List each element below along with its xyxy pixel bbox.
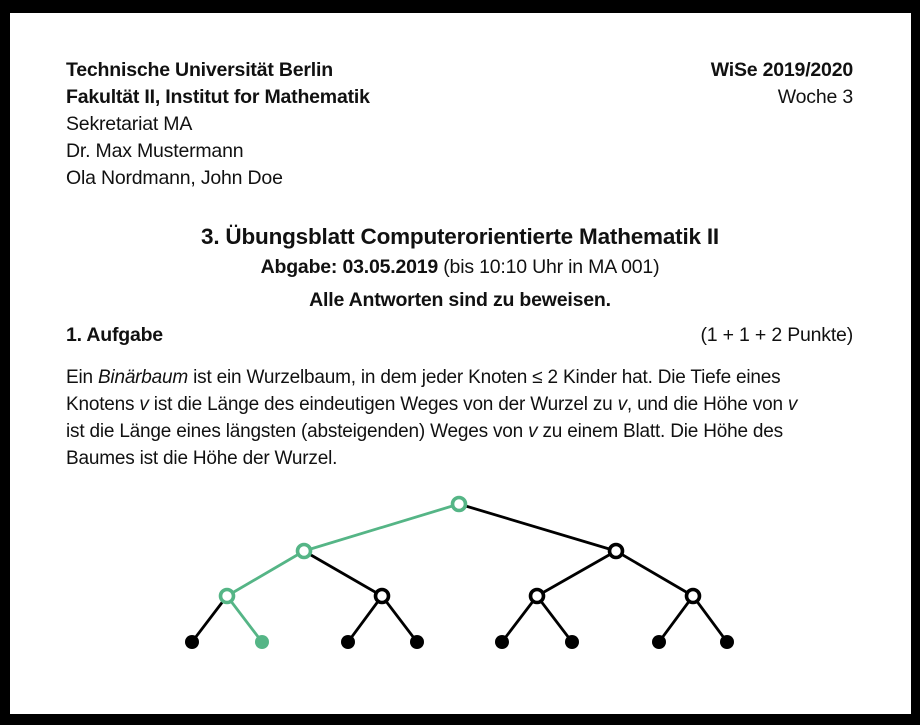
tree-node-open <box>376 590 389 603</box>
text-segment: v <box>139 394 149 415</box>
text-line: Sekretariat MA <box>66 113 193 135</box>
tree-edge <box>502 596 537 642</box>
text-segment: ist die Länge eines längsten (absteigenden) Weges von <box>66 421 529 442</box>
tree-edge <box>227 596 262 642</box>
text-segment: v <box>617 394 627 415</box>
text-segment: (bis 10:10 Uhr in MA 001) <box>438 256 660 278</box>
tree-node-leaf <box>255 635 269 649</box>
tree-edge <box>382 596 417 642</box>
tree-edge <box>659 596 693 642</box>
text-segment: Abgabe: 03.05.2019 <box>260 256 439 278</box>
binary-tree-diagram <box>150 490 770 665</box>
tree-node-open <box>610 545 623 558</box>
task-description-paragraph <box>66 364 797 472</box>
task-points: (1 + 1 + 2 Punkte) <box>700 324 853 346</box>
text-segment: ist ein Wurzelbaum, in dem jeder Knoten ≤ 2 Kinder hat. Die Tiefe eines <box>188 367 781 388</box>
page-title: 3. Übungsblatt Computerorientierte Mathematik II <box>201 224 719 249</box>
tree-node-open <box>531 590 544 603</box>
header-semester-block <box>711 57 853 111</box>
text-segment: v <box>528 421 538 442</box>
task-header-row <box>66 324 853 347</box>
text-segment: zu einem Blatt. Die Höhe des <box>537 421 783 442</box>
text-segment: Knotens <box>66 394 140 415</box>
tree-edge <box>348 596 382 642</box>
text-segment: ist die Länge des eindeutigen Weges von der Wurzel zu <box>148 394 618 415</box>
tree-edge <box>304 504 459 551</box>
text-segment: Ein <box>66 367 98 388</box>
text-line: Technische Universität Berlin <box>66 59 333 81</box>
tree-edge <box>537 551 616 596</box>
tree-edge <box>304 551 382 596</box>
tree-node-leaf <box>565 635 579 649</box>
tree-node-open <box>453 498 466 511</box>
text-line <box>66 364 797 391</box>
tree-node-leaf <box>495 635 509 649</box>
tree-node-open <box>298 545 311 558</box>
tree-edge <box>616 551 693 596</box>
proof-note-line: Alle Antworten sind zu beweisen. <box>309 289 611 311</box>
tree-edge <box>459 504 616 551</box>
deadline-line <box>0 256 920 279</box>
text-line <box>66 418 797 445</box>
text-line: Woche 3 <box>777 86 853 108</box>
tree-edge <box>192 596 227 642</box>
tree-node-leaf <box>185 635 199 649</box>
tree-node-leaf <box>720 635 734 649</box>
text-segment: Binärbaum <box>97 367 189 388</box>
text-line: WiSe 2019/2020 <box>710 59 853 81</box>
text-segment: , und die Höhe von <box>626 394 788 415</box>
tree-edge <box>693 596 727 642</box>
tree-node-leaf <box>410 635 424 649</box>
task-label: 1. Aufgabe <box>66 324 163 346</box>
text-line: Dr. Max Mustermann <box>66 140 244 162</box>
text-line <box>66 445 797 472</box>
text-segment: Baumes ist die Höhe der Wurzel. <box>66 448 338 469</box>
text-line: Fakultät II, Institut for Mathematik <box>66 86 370 108</box>
header-institution-block <box>66 57 370 192</box>
tree-node-leaf <box>341 635 355 649</box>
text-line <box>66 391 797 418</box>
tree-node-open <box>687 590 700 603</box>
tree-edge <box>537 596 572 642</box>
tree-node-open <box>221 590 234 603</box>
text-line: Ola Nordmann, John Doe <box>66 167 283 189</box>
text-segment: v <box>787 394 798 415</box>
tree-edge <box>227 551 304 596</box>
tree-node-leaf <box>652 635 666 649</box>
